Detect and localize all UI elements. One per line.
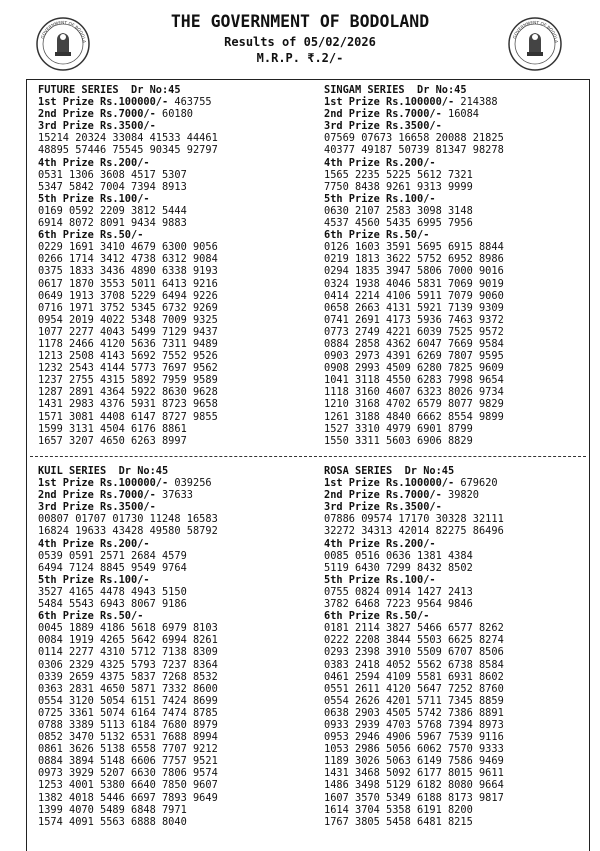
winning-number: 39820 xyxy=(448,489,479,502)
winning-numbers-row: 0755 0824 0914 1427 2413 xyxy=(324,585,473,598)
prize-line-second xyxy=(38,108,218,120)
prize-label: 1st Prize Rs.100000/- xyxy=(38,96,169,109)
winning-numbers-row: 1077 2277 4043 5499 7129 9437 xyxy=(38,325,218,338)
prize-line-first xyxy=(324,96,504,108)
prize-line-first xyxy=(38,477,218,489)
winning-numbers-row: 0539 0591 2571 2684 4579 xyxy=(38,549,187,562)
prize-label: 3rd Prize Rs.3500/- xyxy=(38,120,156,133)
winning-numbers-row: 5484 5543 6943 8067 9186 xyxy=(38,598,187,611)
winning-numbers-row: 1213 2508 4143 5692 7552 9526 xyxy=(38,350,218,363)
series-header: FUTURE SERIES Dr No:45 xyxy=(38,84,181,96)
winning-numbers-row: 4537 4560 5435 6995 7956 xyxy=(324,217,473,230)
prize-label: 5th Prize Rs.100/- xyxy=(324,573,436,586)
winning-numbers-row: 1527 3310 4979 6901 8799 xyxy=(324,422,473,435)
winning-numbers-row: 0658 2663 4131 5921 7139 9309 xyxy=(324,301,504,314)
prize-label: 1st Prize Rs.100000/- xyxy=(38,477,169,490)
winning-numbers-row: 0554 2626 4201 5711 7345 8859 xyxy=(324,694,504,707)
winning-numbers-row: 0933 2939 4703 5768 7394 8973 xyxy=(324,718,504,731)
winning-numbers-row: 16824 19633 43428 49580 58792 xyxy=(38,525,218,538)
winning-number: 60180 xyxy=(162,108,193,121)
winning-numbers-row: 0375 1833 3436 4890 6338 9193 xyxy=(38,265,218,278)
prize-label: 4th Prize Rs.200/- xyxy=(38,156,150,169)
winning-numbers-row: 0852 3470 5132 6531 7688 8994 xyxy=(38,731,218,744)
winning-numbers-row: 0953 2946 4906 5967 7539 9116 xyxy=(324,731,504,744)
winning-numbers-row: 07569 07673 16658 20088 21825 xyxy=(324,132,504,145)
winning-numbers-row: 0306 2329 4325 5793 7237 8364 xyxy=(38,658,218,671)
winning-numbers-row: 1178 2466 4120 5636 7311 9489 xyxy=(38,337,218,350)
winning-numbers-row: 00807 01707 01730 11248 16583 xyxy=(38,513,218,526)
winning-numbers-row: 0181 2114 3827 5466 6577 8262 xyxy=(324,622,504,635)
winning-numbers-row: 0383 2418 4052 5562 6738 8584 xyxy=(324,658,504,671)
series-header: SINGAM SERIES Dr No:45 xyxy=(324,84,467,96)
winning-numbers-row: 0741 2691 4173 5936 7463 9372 xyxy=(324,313,504,326)
winning-number: 16084 xyxy=(448,108,479,121)
winning-numbers-row: 0954 2019 4022 5348 7009 9325 xyxy=(38,313,218,326)
prize-label: 6th Prize Rs.50/- xyxy=(324,610,430,623)
winning-numbers-row: 0363 2831 4650 5871 7332 8600 xyxy=(38,682,218,695)
winning-numbers-row: 0339 2659 4375 5837 7268 8532 xyxy=(38,670,218,683)
winning-numbers-row: 5347 5842 7004 7394 8913 xyxy=(38,180,187,193)
winning-number: 039256 xyxy=(174,477,212,490)
prize-label: 2nd Prize Rs.7000/- xyxy=(324,489,442,502)
winning-numbers-row: 07886 09574 17170 30328 32111 xyxy=(324,513,504,526)
winning-numbers-row: 1399 4070 5489 6848 7971 xyxy=(38,803,187,816)
winning-numbers-row: 0903 2973 4391 6269 7807 9595 xyxy=(324,350,504,363)
prize-line-first xyxy=(324,477,504,489)
series-header: ROSA SERIES Dr No:45 xyxy=(324,465,455,477)
winning-numbers-row: 0266 1714 3412 4738 6312 9084 xyxy=(38,253,218,266)
prize-label: 2nd Prize Rs.7000/- xyxy=(38,489,156,502)
prize-label: 4th Prize Rs.200/- xyxy=(324,156,436,169)
winning-numbers-row: 0169 0592 2209 3812 5444 xyxy=(38,204,187,217)
page-header xyxy=(0,0,600,80)
winning-numbers-row: 1053 2986 5056 6062 7570 9333 xyxy=(324,743,504,756)
series-block-rosa xyxy=(324,465,504,828)
winning-numbers-row: 0725 3361 5074 6164 7474 8785 xyxy=(38,706,218,719)
winning-numbers-row: 0884 2858 4362 6047 7669 9584 xyxy=(324,337,504,350)
winning-numbers-row: 0219 1813 3622 5752 6952 8986 xyxy=(324,253,504,266)
winning-numbers-row: 15214 20324 33084 41533 44461 xyxy=(38,132,218,145)
prize-label: 4th Prize Rs.200/- xyxy=(38,537,150,550)
prize-label: 6th Prize Rs.50/- xyxy=(38,229,144,242)
prize-label: 3rd Prize Rs.3500/- xyxy=(38,501,156,514)
prize-label: 2nd Prize Rs.7000/- xyxy=(324,108,442,121)
winning-numbers-row: 1382 4018 5446 6697 7893 9649 xyxy=(38,791,218,804)
winning-numbers-row: 0973 3929 5207 6630 7806 9574 xyxy=(38,767,218,780)
winning-numbers-row: 0773 2749 4221 6039 7525 9572 xyxy=(324,325,504,338)
winning-numbers-row: 0324 1938 4046 5831 7069 9019 xyxy=(324,277,504,290)
winning-numbers-row: 1571 3081 4408 6147 8727 9855 xyxy=(38,410,218,423)
mrp-price: M.R.P. ₹.2/- xyxy=(256,51,344,65)
winning-numbers-row: 1486 3498 5129 6182 8080 9664 xyxy=(324,779,504,792)
prize-line-second xyxy=(324,489,504,501)
winning-numbers-row: 1287 2891 4364 5922 8630 9628 xyxy=(38,386,218,399)
winning-numbers-row: 0716 1971 3752 5345 6732 9269 xyxy=(38,301,218,314)
winning-numbers-row: 1599 3131 4504 6176 8861 xyxy=(38,422,187,435)
winning-numbers-row: 6494 7124 8845 9549 9764 xyxy=(38,561,187,574)
prize-line-second xyxy=(324,108,504,120)
prize-label: 5th Prize Rs.100/- xyxy=(324,192,436,205)
winning-numbers-row: 5119 6430 7299 8432 8502 xyxy=(324,561,473,574)
prize-label: 1st Prize Rs.100000/- xyxy=(324,477,455,490)
winning-numbers-row: 0084 1919 4265 5642 6994 8261 xyxy=(38,634,218,647)
prize-label: 6th Prize Rs.50/- xyxy=(324,229,430,242)
winning-numbers-row: 0861 3626 5138 6558 7707 9212 xyxy=(38,743,218,756)
series-block-singam xyxy=(324,84,504,447)
winning-numbers-row: 0126 1603 3591 5695 6915 8844 xyxy=(324,241,504,254)
winning-numbers-row: 1431 3468 5092 6177 8015 9611 xyxy=(324,767,504,780)
results-date: Results of 05/02/2026 xyxy=(224,35,376,49)
winning-numbers-row: 1767 3805 5458 6481 8215 xyxy=(324,815,473,828)
winning-numbers-row: 0551 2611 4120 5647 7252 8760 xyxy=(324,682,504,695)
series-header: KUIL SERIES Dr No:45 xyxy=(38,465,169,477)
prize-label: 3rd Prize Rs.3500/- xyxy=(324,501,442,514)
winning-numbers-row: 1574 4091 5563 6888 8040 xyxy=(38,815,187,828)
winning-numbers-row: 0461 2594 4109 5581 6931 8602 xyxy=(324,670,504,683)
winning-numbers-row: 0630 2107 2583 3098 3148 xyxy=(324,204,473,217)
series-block-kuil xyxy=(38,465,218,828)
winning-numbers-row: 1657 3207 4650 6263 8997 xyxy=(38,434,187,447)
winning-numbers-row: 3782 6468 7223 9564 9846 xyxy=(324,598,473,611)
winning-numbers-row: 0222 2208 3844 5503 6625 8274 xyxy=(324,634,504,647)
winning-numbers-row: 48895 57446 75545 90345 92797 xyxy=(38,144,218,157)
winning-numbers-row: 0638 2903 4505 5742 7386 8891 xyxy=(324,706,504,719)
winning-numbers-row: 0294 1835 3947 5806 7000 9016 xyxy=(324,265,504,278)
winning-numbers-row: 0414 2214 4106 5911 7079 9060 xyxy=(324,289,504,302)
svg-text:GOVERNMENT OF BODOLAND: GOVERNMENT OF BODOLA xyxy=(39,19,88,44)
winning-numbers-row: 1041 3118 4550 6283 7998 9654 xyxy=(324,374,504,387)
winning-numbers-row: 0884 3894 5148 6606 7757 9521 xyxy=(38,755,218,768)
winning-numbers-row: 1189 3026 5063 6149 7586 9469 xyxy=(324,755,504,768)
winning-numbers-row: 40377 49187 50739 81347 98278 xyxy=(324,144,504,157)
winning-numbers-row: 7750 8438 9261 9313 9999 xyxy=(324,180,473,193)
winning-numbers-row: 0908 2993 4509 6280 7825 9609 xyxy=(324,362,504,375)
winning-numbers-row: 0617 1870 3553 5011 6413 9216 xyxy=(38,277,218,290)
prize-line-second xyxy=(38,489,218,501)
series-block-future xyxy=(38,84,218,447)
winning-numbers-row: 1261 3188 4840 6662 8554 9899 xyxy=(324,410,504,423)
winning-number: 214388 xyxy=(460,96,498,109)
winning-numbers-row: 1232 2543 4144 5773 7697 9562 xyxy=(38,362,218,375)
page-title: THE GOVERNMENT OF BODOLAND xyxy=(170,12,430,31)
winning-numbers-row: 1614 3704 5358 6191 8200 xyxy=(324,803,473,816)
prize-label: 5th Prize Rs.100/- xyxy=(38,573,150,586)
winning-numbers-row: 0531 1306 3608 4517 5307 xyxy=(38,168,187,181)
winning-numbers-row: 1607 3570 5349 6188 8173 9817 xyxy=(324,791,504,804)
winning-numbers-row: 1237 2755 4315 5892 7959 9589 xyxy=(38,374,218,387)
winning-number: 679620 xyxy=(460,477,498,490)
prize-line-first xyxy=(38,96,218,108)
prize-label: 2nd Prize Rs.7000/- xyxy=(38,108,156,121)
winning-numbers-row: 32272 34313 42014 82275 86496 xyxy=(324,525,504,538)
winning-number: 463755 xyxy=(174,96,212,109)
winning-numbers-row: 1550 3311 5603 6906 8829 xyxy=(324,434,473,447)
section-divider xyxy=(30,456,586,457)
winning-numbers-row: 1118 3160 4607 6323 8026 9734 xyxy=(324,386,504,399)
winning-number: 37633 xyxy=(162,489,193,502)
prize-label: 1st Prize Rs.100000/- xyxy=(324,96,455,109)
winning-numbers-row: 1253 4001 5380 6640 7850 9607 xyxy=(38,779,218,792)
winning-numbers-row: 0229 1691 3410 4679 6300 9056 xyxy=(38,241,218,254)
prize-label: 3rd Prize Rs.3500/- xyxy=(324,120,442,133)
winning-numbers-row: 1565 2235 5225 5612 7321 xyxy=(324,168,473,181)
winning-numbers-row: 6914 8072 8091 9434 9883 xyxy=(38,217,187,230)
winning-numbers-row: 0788 3389 5113 6184 7680 8979 xyxy=(38,718,218,731)
winning-numbers-row: 1210 3168 4702 6579 8077 9829 xyxy=(324,398,504,411)
winning-numbers-row: 0293 2398 3910 5509 6707 8506 xyxy=(324,646,504,659)
winning-numbers-row: 0649 1913 3708 5229 6494 9226 xyxy=(38,289,218,302)
prize-label: 4th Prize Rs.200/- xyxy=(324,537,436,550)
winning-numbers-row: 0114 2277 4310 5712 7138 8309 xyxy=(38,646,218,659)
winning-numbers-row: 0085 0516 0636 1381 4384 xyxy=(324,549,473,562)
winning-numbers-row: 0554 3120 5054 6151 7424 8699 xyxy=(38,694,218,707)
winning-numbers-row: 1431 2983 4376 5931 8723 9658 xyxy=(38,398,218,411)
prize-label: 5th Prize Rs.100/- xyxy=(38,192,150,205)
winning-numbers-row: 0045 1889 4186 5618 6979 8103 xyxy=(38,622,218,635)
svg-text:GOVERNMENT OF BODOLAND: GOVERNMENT OF BODOLA xyxy=(511,19,560,44)
prize-label: 6th Prize Rs.50/- xyxy=(38,610,144,623)
winning-numbers-row: 3527 4165 4478 4943 5150 xyxy=(38,585,187,598)
